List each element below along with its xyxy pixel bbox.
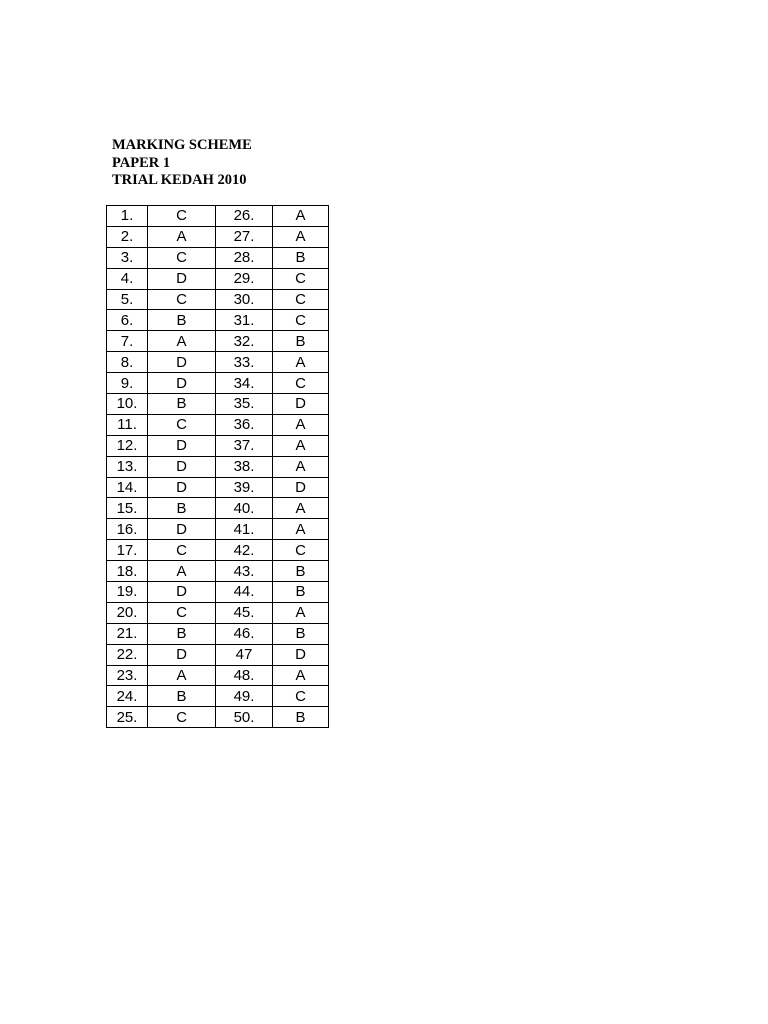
question-number-cell: 14. [107,477,148,498]
answer-cell: C [148,707,216,728]
question-number-cell: 35. [216,394,273,415]
answer-cell: B [273,331,329,352]
answer-cell: C [148,206,216,227]
question-number-cell: 6. [107,310,148,331]
question-number-cell: 15. [107,498,148,519]
question-number-cell: 50. [216,707,273,728]
answer-cell: C [148,602,216,623]
answer-cell: D [148,456,216,477]
question-number-cell: 5. [107,289,148,310]
answer-cell: D [148,519,216,540]
question-number-cell: 17. [107,540,148,561]
answer-cell: C [148,247,216,268]
question-number-cell: 43. [216,561,273,582]
answer-cell: D [148,644,216,665]
question-number-cell: 28. [216,247,273,268]
question-number-cell: 45. [216,602,273,623]
heading-title: MARKING SCHEME [112,137,252,153]
question-number-cell: 11. [107,414,148,435]
table-row [107,394,329,415]
table-row [107,540,329,561]
table-row [107,602,329,623]
answer-cell: A [273,665,329,686]
table-row [107,665,329,686]
question-number-cell: 10. [107,394,148,415]
answer-cell: A [273,206,329,227]
table-row [107,686,329,707]
answer-cell: A [148,226,216,247]
answer-cell: B [273,561,329,582]
answer-cell: D [148,477,216,498]
answer-cell: A [273,519,329,540]
table-row [107,477,329,498]
answer-cell: D [273,477,329,498]
answer-cell: A [148,331,216,352]
question-number-cell: 39. [216,477,273,498]
question-number-cell: 46. [216,623,273,644]
answer-cell: C [273,373,329,394]
answer-table [106,205,329,728]
table-row [107,247,329,268]
question-number-cell: 12. [107,435,148,456]
answer-cell: C [148,289,216,310]
answer-cell: B [273,623,329,644]
question-number-cell: 20. [107,602,148,623]
table-row [107,268,329,289]
table-row [107,498,329,519]
question-number-cell: 7. [107,331,148,352]
answer-cell: D [148,373,216,394]
answer-cell: D [148,435,216,456]
answer-cell: C [273,289,329,310]
table-row [107,414,329,435]
question-number-cell: 22. [107,644,148,665]
answer-cell: A [273,226,329,247]
table-row [107,623,329,644]
document-heading [112,137,252,190]
question-number-cell: 23. [107,665,148,686]
question-number-cell: 49. [216,686,273,707]
answer-cell: B [148,498,216,519]
table-row [107,310,329,331]
table-row [107,226,329,247]
question-number-cell: 30. [216,289,273,310]
answer-cell: C [273,540,329,561]
answer-table-body [107,206,329,728]
question-number-cell: 25. [107,707,148,728]
question-number-cell: 31. [216,310,273,331]
answer-cell: D [148,352,216,373]
answer-cell: B [148,310,216,331]
answer-cell: A [273,498,329,519]
answer-cell: B [273,707,329,728]
question-number-cell: 29. [216,268,273,289]
table-row [107,456,329,477]
question-number-cell: 1. [107,206,148,227]
table-row [107,561,329,582]
answer-cell: B [148,394,216,415]
answer-cell: A [273,456,329,477]
question-number-cell: 34. [216,373,273,394]
question-number-cell: 13. [107,456,148,477]
question-number-cell: 27. [216,226,273,247]
question-number-cell: 18. [107,561,148,582]
question-number-cell: 41. [216,519,273,540]
question-number-cell: 9. [107,373,148,394]
question-number-cell: 44. [216,582,273,603]
table-row [107,707,329,728]
question-number-cell: 3. [107,247,148,268]
answer-cell: A [148,561,216,582]
table-row [107,331,329,352]
question-number-cell: 37. [216,435,273,456]
table-row [107,289,329,310]
question-number-cell: 36. [216,414,273,435]
answer-cell: D [273,644,329,665]
answer-cell: C [273,268,329,289]
table-row [107,435,329,456]
question-number-cell: 19. [107,582,148,603]
question-number-cell: 21. [107,623,148,644]
question-number-cell: 48. [216,665,273,686]
answer-cell: B [273,247,329,268]
question-number-cell: 2. [107,226,148,247]
answer-cell: A [273,435,329,456]
heading-paper: PAPER 1 [112,154,171,171]
answer-cell: D [273,394,329,415]
answer-cell: C [273,310,329,331]
question-number-cell: 8. [107,352,148,373]
answer-cell: A [273,602,329,623]
question-number-cell: 42. [216,540,273,561]
question-number-cell: 47 [216,644,273,665]
answer-cell: A [273,352,329,373]
table-row [107,582,329,603]
question-number-cell: 26. [216,206,273,227]
question-number-cell: 16. [107,519,148,540]
table-row [107,352,329,373]
answer-cell: B [148,623,216,644]
question-number-cell: 40. [216,498,273,519]
table-row [107,519,329,540]
answer-cell: C [148,414,216,435]
question-number-cell: 33. [216,352,273,373]
answer-cell: D [148,582,216,603]
answer-cell: D [148,268,216,289]
answer-cell: C [148,540,216,561]
answer-cell: C [273,686,329,707]
answer-cell: B [273,582,329,603]
answer-cell: A [273,414,329,435]
question-number-cell: 38. [216,456,273,477]
table-row [107,206,329,227]
table-row [107,644,329,665]
question-number-cell: 4. [107,268,148,289]
question-number-cell: 32. [216,331,273,352]
question-number-cell: 24. [107,686,148,707]
table-row [107,373,329,394]
heading-exam: TRIAL KEDAH 2010 [112,172,247,188]
answer-cell: A [148,665,216,686]
answer-cell: B [148,686,216,707]
